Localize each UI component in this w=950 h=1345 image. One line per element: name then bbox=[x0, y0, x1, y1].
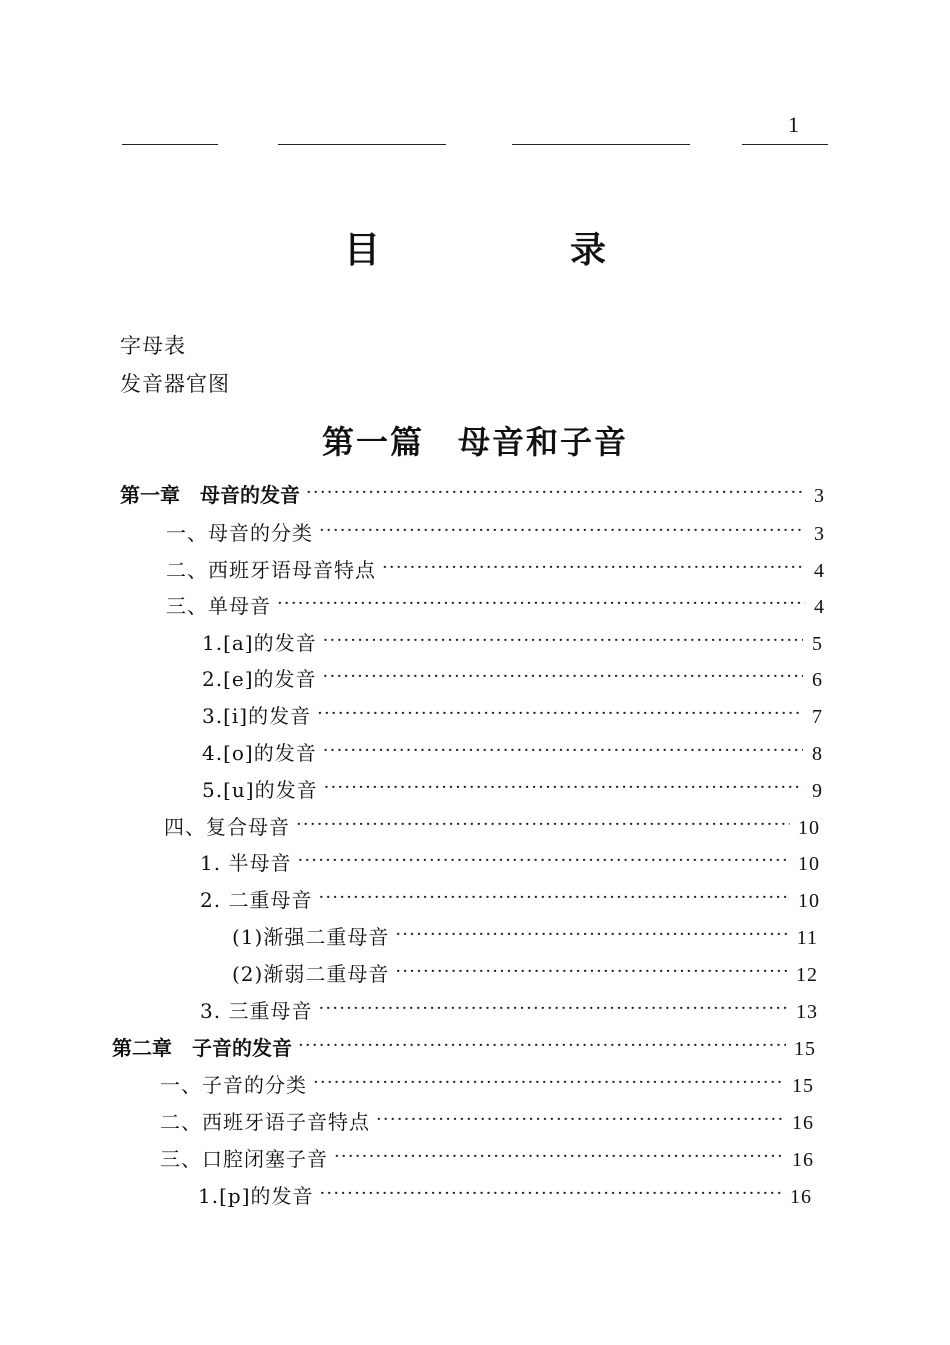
toc-entry-page: 11 bbox=[796, 927, 818, 949]
toc-entry[interactable] bbox=[202, 627, 823, 663]
toc-entry-page: 5 bbox=[812, 633, 823, 655]
toc-entry-page: 4 bbox=[814, 596, 825, 618]
header-rule-2 bbox=[278, 144, 446, 145]
toc-entry-page: 16 bbox=[792, 1149, 814, 1171]
part-title: 第一篇 母音和子音 bbox=[321, 423, 628, 461]
toc-entry[interactable] bbox=[160, 1143, 814, 1179]
toc-entry[interactable] bbox=[198, 1180, 812, 1216]
toc-entry-label: 5.[u]的发音 bbox=[202, 778, 318, 802]
front-matter-organs-diagram: 发音器官图 bbox=[120, 372, 230, 396]
toc-leader-dots bbox=[323, 627, 803, 651]
toc-entry[interactable] bbox=[166, 554, 825, 590]
toc-entry-page: 4 bbox=[814, 560, 825, 582]
toc-leader-dots bbox=[317, 700, 803, 724]
toc-leader-dots bbox=[323, 737, 803, 761]
toc-entry-page: 16 bbox=[792, 1112, 814, 1134]
toc-entry-label: 四、复合母音 bbox=[164, 815, 290, 839]
toc-entry-label: 二、西班牙语母音特点 bbox=[166, 558, 376, 582]
toc-entry-page: 15 bbox=[794, 1038, 816, 1060]
toc-leader-dots bbox=[320, 1180, 783, 1204]
toc-title-left: 目 bbox=[344, 230, 381, 271]
toc-entry-page: 10 bbox=[798, 817, 820, 839]
toc-entry-page: 8 bbox=[812, 743, 823, 765]
toc-leader-dots bbox=[313, 1069, 784, 1093]
toc-entry[interactable] bbox=[202, 774, 823, 810]
toc-entry[interactable] bbox=[202, 663, 823, 699]
toc-entry-page: 15 bbox=[792, 1075, 814, 1097]
toc-entry[interactable] bbox=[112, 1032, 816, 1068]
toc-entry-label: 1. 半母音 bbox=[200, 851, 292, 875]
toc-leader-dots bbox=[306, 479, 805, 503]
toc-entry[interactable] bbox=[160, 1069, 814, 1105]
toc-entry-page: 3 bbox=[814, 523, 825, 545]
toc-leader-dots bbox=[318, 995, 788, 1019]
header-rule-3 bbox=[512, 144, 690, 145]
toc-entry[interactable] bbox=[232, 921, 818, 957]
toc-leader-dots bbox=[318, 884, 790, 908]
toc-entry-label: 3.[i]的发音 bbox=[202, 704, 312, 728]
toc-entry[interactable] bbox=[120, 479, 825, 515]
toc-entry-page: 12 bbox=[796, 964, 818, 986]
toc-entry-page: 6 bbox=[812, 669, 823, 691]
toc-leader-dots bbox=[277, 590, 805, 614]
front-matter-alphabet: 字母表 bbox=[120, 334, 186, 358]
toc-entry-label: (1)渐强二重母音 bbox=[232, 925, 390, 949]
toc-entry-label: 一、母音的分类 bbox=[166, 521, 313, 545]
toc-entry[interactable] bbox=[164, 811, 820, 847]
toc-entry-page: 16 bbox=[790, 1186, 812, 1208]
toc-entry-label: 4.[o]的发音 bbox=[202, 741, 317, 765]
toc-entry-label: 第一章 母音的发音 bbox=[120, 483, 300, 507]
toc-entry-page: 10 bbox=[798, 890, 820, 912]
toc-entry-label: 3. 三重母音 bbox=[200, 999, 313, 1023]
toc-leader-dots bbox=[376, 1106, 784, 1130]
toc-entry-page: 3 bbox=[814, 485, 825, 507]
toc-leader-dots bbox=[323, 663, 803, 687]
toc-leader-dots bbox=[298, 1032, 786, 1056]
toc-leader-dots bbox=[319, 517, 805, 541]
toc-entry-page: 10 bbox=[798, 853, 820, 875]
toc-entry[interactable] bbox=[202, 700, 823, 736]
toc-entry-page: 7 bbox=[812, 706, 823, 728]
page-number: 1 bbox=[788, 112, 799, 137]
toc-entry-label: 1.[a]的发音 bbox=[202, 631, 317, 655]
toc-entry-label: 一、子音的分类 bbox=[160, 1073, 307, 1097]
toc-entry-page: 9 bbox=[812, 780, 823, 802]
toc-entry-label: 1.[p]的发音 bbox=[198, 1184, 314, 1208]
header-rule-1 bbox=[122, 144, 218, 145]
toc-entry[interactable] bbox=[166, 517, 825, 553]
toc-entry[interactable] bbox=[200, 884, 820, 920]
toc-entry[interactable] bbox=[232, 958, 818, 994]
toc-leader-dots bbox=[382, 554, 805, 578]
toc-leader-dots bbox=[395, 958, 788, 982]
header-rule-4 bbox=[742, 144, 828, 145]
toc-entry-label: 三、口腔闭塞子音 bbox=[160, 1147, 328, 1171]
toc-entry[interactable] bbox=[200, 847, 820, 883]
toc-entry[interactable] bbox=[202, 737, 823, 773]
toc-leader-dots bbox=[334, 1143, 784, 1167]
toc-entry[interactable] bbox=[166, 590, 825, 626]
toc-entry[interactable] bbox=[160, 1106, 814, 1142]
toc-leader-dots bbox=[297, 847, 790, 871]
toc-entry-label: 三、单母音 bbox=[166, 594, 271, 618]
toc-title-right: 录 bbox=[570, 230, 607, 271]
toc-leader-dots bbox=[296, 811, 790, 835]
toc-entry[interactable] bbox=[200, 995, 818, 1031]
toc-entry-label: 第二章 子音的发音 bbox=[112, 1036, 292, 1060]
toc-entry-label: 2. 二重母音 bbox=[200, 888, 313, 912]
toc-entry-page: 13 bbox=[796, 1001, 818, 1023]
toc-leader-dots bbox=[324, 774, 803, 798]
toc-leader-dots bbox=[395, 921, 788, 945]
toc-entry-label: 2.[e]的发音 bbox=[202, 667, 317, 691]
toc-entry-label: 二、西班牙语子音特点 bbox=[160, 1110, 370, 1134]
toc-entry-label: (2)渐弱二重母音 bbox=[232, 962, 390, 986]
